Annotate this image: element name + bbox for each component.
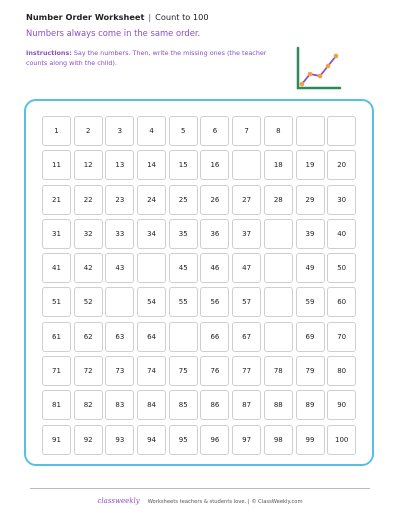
number-cell: 89 (296, 390, 325, 420)
number-cell: 45 (169, 253, 198, 283)
number-cell: 72 (74, 356, 103, 386)
number-cell: 86 (200, 390, 229, 420)
footer (0, 497, 400, 505)
number-cell: 98 (264, 425, 293, 455)
number-cell: 88 (264, 390, 293, 420)
number-cell: 84 (137, 390, 166, 420)
number-cell: 25 (169, 185, 198, 215)
number-cell: 91 (42, 425, 71, 455)
number-cell: 87 (232, 390, 261, 420)
number-cell: 6 (200, 116, 229, 146)
number-cell: 76 (200, 356, 229, 386)
number-cell: 24 (137, 185, 166, 215)
number-cell: 78 (264, 356, 293, 386)
number-grid (42, 116, 356, 455)
title-separator: | (148, 12, 152, 22)
number-cell: 66 (200, 322, 229, 352)
number-cell: 11 (42, 150, 71, 180)
number-cell: 43 (105, 253, 134, 283)
number-cell: 34 (137, 219, 166, 249)
number-cell: 85 (169, 390, 198, 420)
number-cell: 39 (296, 219, 325, 249)
number-cell: 52 (74, 287, 103, 317)
instructions-label: Instructions: (26, 49, 72, 57)
number-cell: 42 (74, 253, 103, 283)
number-cell: 55 (169, 287, 198, 317)
number-cell: 41 (42, 253, 71, 283)
number-cell: 51 (42, 287, 71, 317)
number-cell: 79 (296, 356, 325, 386)
number-cell: 29 (296, 185, 325, 215)
blank-number-cell[interactable] (264, 287, 293, 317)
blank-number-cell[interactable] (105, 287, 134, 317)
number-cell: 27 (232, 185, 261, 215)
number-cell: 23 (105, 185, 134, 215)
number-cell: 22 (74, 185, 103, 215)
number-cell: 2 (74, 116, 103, 146)
number-cell: 80 (327, 356, 356, 386)
number-cell: 21 (42, 185, 71, 215)
number-cell: 30 (327, 185, 356, 215)
number-cell: 97 (232, 425, 261, 455)
number-cell: 4 (137, 116, 166, 146)
number-cell: 7 (232, 116, 261, 146)
number-cell: 8 (264, 116, 293, 146)
number-cell: 13 (105, 150, 134, 180)
number-cell: 62 (74, 322, 103, 352)
worksheet-subtitle: Numbers always come in the same order. (26, 28, 201, 38)
number-cell: 37 (232, 219, 261, 249)
number-cell: 3 (105, 116, 134, 146)
number-cell: 94 (137, 425, 166, 455)
brand-logo: classweekly (97, 497, 140, 505)
number-cell: 59 (296, 287, 325, 317)
blank-number-cell[interactable] (264, 253, 293, 283)
number-cell: 81 (42, 390, 71, 420)
number-cell: 20 (327, 150, 356, 180)
footer-tagline: Worksheets teachers & students love. (147, 499, 247, 505)
number-cell: 5 (169, 116, 198, 146)
blank-number-cell[interactable] (264, 219, 293, 249)
title-suffix: Count to 100 (155, 12, 209, 22)
number-cell: 69 (296, 322, 325, 352)
number-cell: 57 (232, 287, 261, 317)
blank-number-cell[interactable] (137, 253, 166, 283)
number-cell: 83 (105, 390, 134, 420)
number-cell: 46 (200, 253, 229, 283)
number-cell: 60 (327, 287, 356, 317)
instructions (26, 48, 286, 68)
number-cell: 1 (42, 116, 71, 146)
number-cell: 40 (327, 219, 356, 249)
number-cell: 33 (105, 219, 134, 249)
number-cell: 14 (137, 150, 166, 180)
number-cell: 35 (169, 219, 198, 249)
number-cell: 28 (264, 185, 293, 215)
blank-number-cell[interactable] (327, 116, 356, 146)
number-cell: 12 (74, 150, 103, 180)
number-cell: 63 (105, 322, 134, 352)
number-cell: 36 (200, 219, 229, 249)
worksheet-title (26, 12, 209, 22)
number-cell: 75 (169, 356, 198, 386)
blank-number-cell[interactable] (232, 150, 261, 180)
number-cell: 56 (200, 287, 229, 317)
number-cell: 32 (74, 219, 103, 249)
line-chart-icon (294, 44, 342, 92)
number-cell: 50 (327, 253, 356, 283)
number-cell: 47 (232, 253, 261, 283)
number-cell: 67 (232, 322, 261, 352)
title-main: Number Order Worksheet (26, 12, 145, 22)
footer-divider (30, 488, 370, 489)
instructions-text: Say the numbers. Then, write the missing ones (the teacher counts along with the child). (26, 49, 267, 67)
blank-number-cell[interactable] (296, 116, 325, 146)
number-cell: 71 (42, 356, 71, 386)
number-cell: 64 (137, 322, 166, 352)
blank-number-cell[interactable] (264, 322, 293, 352)
number-cell: 15 (169, 150, 198, 180)
number-cell: 92 (74, 425, 103, 455)
number-cell: 49 (296, 253, 325, 283)
number-cell: 99 (296, 425, 325, 455)
number-cell: 31 (42, 219, 71, 249)
number-cell: 90 (327, 390, 356, 420)
footer-copyright: © ClassWeekly.com (251, 499, 303, 505)
footer-separator: | (247, 499, 250, 505)
number-cell: 18 (264, 150, 293, 180)
number-cell: 73 (105, 356, 134, 386)
number-cell: 82 (74, 390, 103, 420)
number-cell: 54 (137, 287, 166, 317)
number-cell: 19 (296, 150, 325, 180)
number-cell: 77 (232, 356, 261, 386)
number-cell: 70 (327, 322, 356, 352)
number-cell: 96 (200, 425, 229, 455)
number-cell: 61 (42, 322, 71, 352)
number-cell: 16 (200, 150, 229, 180)
number-cell: 100 (327, 425, 356, 455)
number-cell: 74 (137, 356, 166, 386)
blank-number-cell[interactable] (169, 322, 198, 352)
number-cell: 93 (105, 425, 134, 455)
number-cell: 26 (200, 185, 229, 215)
number-cell: 95 (169, 425, 198, 455)
